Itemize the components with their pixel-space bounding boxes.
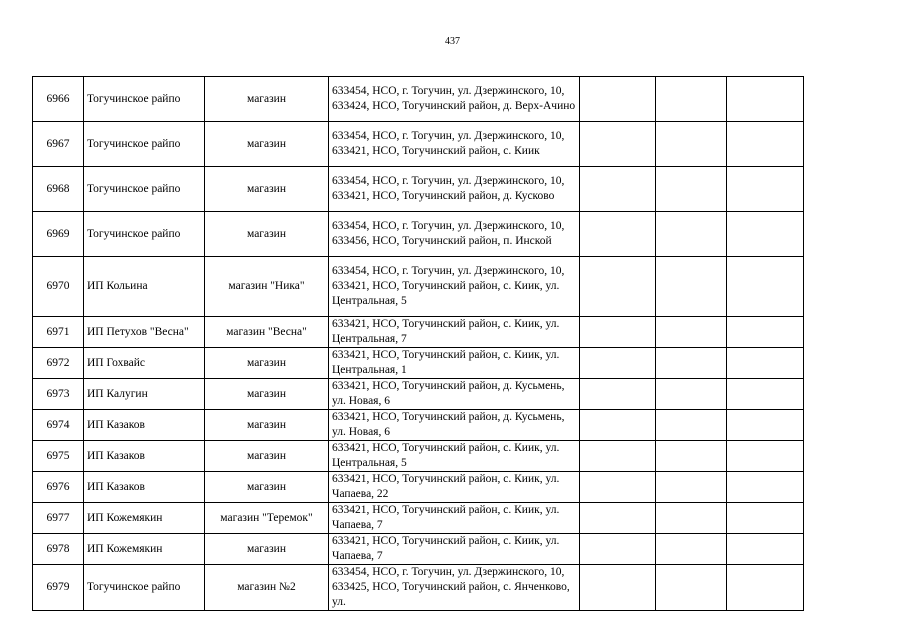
object-type: магазин "Весна" [205, 317, 329, 348]
object-type: магазин [205, 410, 329, 441]
table-row [33, 77, 804, 122]
address: 633421, НСО, Тогучинский район, с. Киик, ул. Центральная, 1 [329, 348, 580, 379]
empty-cell [580, 317, 656, 348]
table-row [33, 410, 804, 441]
owner-name: ИП Казаков [84, 472, 205, 503]
row-number: 6973 [33, 379, 84, 410]
table-row [33, 212, 804, 257]
address: 633454, НСО, г. Тогучин, ул. Дзержинского, 10, 633421, НСО, Тогучинский район, д. Кусково [329, 167, 580, 212]
address: 633421, НСО, Тогучинский район, д. Кусьмень, ул. Новая, 6 [329, 379, 580, 410]
row-number: 6974 [33, 410, 84, 441]
empty-cell [727, 317, 804, 348]
empty-cell [580, 534, 656, 565]
address: 633454, НСО, г. Тогучин, ул. Дзержинского, 10, 633424, НСО, Тогучинский район, д. Верх-Ачино [329, 77, 580, 122]
address: 633454, НСО, г. Тогучин, ул. Дзержинского, 10, 633456, НСО, Тогучинский район, п. Инской [329, 212, 580, 257]
table-row [33, 503, 804, 534]
empty-cell [727, 441, 804, 472]
page-number: 437 [445, 36, 460, 47]
empty-cell [580, 77, 656, 122]
empty-cell [580, 122, 656, 167]
empty-cell [580, 565, 656, 611]
table-row [33, 348, 804, 379]
object-type: магазин [205, 348, 329, 379]
row-number: 6977 [33, 503, 84, 534]
row-number: 6975 [33, 441, 84, 472]
owner-name: ИП Казаков [84, 441, 205, 472]
table-row [33, 534, 804, 565]
table-row [33, 167, 804, 212]
registry-table [32, 76, 804, 611]
empty-cell [580, 410, 656, 441]
address: 633421, НСО, Тогучинский район, с. Киик, ул. Центральная, 5 [329, 441, 580, 472]
owner-name: Тогучинское райпо [84, 212, 205, 257]
empty-cell [727, 472, 804, 503]
address: 633454, НСО, г. Тогучин, ул. Дзержинского, 10, 633425, НСО, Тогучинский район, с. Янченково, ул. [329, 565, 580, 611]
object-type: магазин [205, 534, 329, 565]
object-type: магазин [205, 472, 329, 503]
table-row [33, 317, 804, 348]
empty-cell [727, 379, 804, 410]
empty-cell [580, 472, 656, 503]
row-number: 6968 [33, 167, 84, 212]
owner-name: Тогучинское райпо [84, 122, 205, 167]
empty-cell [727, 122, 804, 167]
table-row [33, 257, 804, 317]
owner-name: Тогучинское райпо [84, 77, 205, 122]
address: 633421, НСО, Тогучинский район, с. Киик, ул. Центральная, 7 [329, 317, 580, 348]
address: 633421, НСО, Тогучинский район, с. Киик, ул. Чапаева, 22 [329, 472, 580, 503]
row-number: 6979 [33, 565, 84, 611]
empty-cell [727, 257, 804, 317]
empty-cell [656, 348, 727, 379]
empty-cell [656, 534, 727, 565]
empty-cell [580, 379, 656, 410]
empty-cell [656, 257, 727, 317]
row-number: 6969 [33, 212, 84, 257]
owner-name: Тогучинское райпо [84, 565, 205, 611]
row-number: 6972 [33, 348, 84, 379]
table-row [33, 122, 804, 167]
table-row [33, 565, 804, 611]
address: 633421, НСО, Тогучинский район, с. Киик, ул. Чапаева, 7 [329, 534, 580, 565]
empty-cell [656, 122, 727, 167]
empty-cell [656, 379, 727, 410]
owner-name: ИП Кольина [84, 257, 205, 317]
row-number: 6966 [33, 77, 84, 122]
empty-cell [656, 212, 727, 257]
empty-cell [656, 472, 727, 503]
object-type: магазин "Теремок" [205, 503, 329, 534]
owner-name: ИП Калугин [84, 379, 205, 410]
owner-name: ИП Кожемякин [84, 503, 205, 534]
owner-name: ИП Петухов "Весна" [84, 317, 205, 348]
empty-cell [656, 317, 727, 348]
object-type: магазин №2 [205, 565, 329, 611]
empty-cell [580, 257, 656, 317]
table-row [33, 472, 804, 503]
empty-cell [727, 167, 804, 212]
owner-name: Тогучинское райпо [84, 167, 205, 212]
address: 633421, НСО, Тогучинский район, д. Кусьмень, ул. Новая, 6 [329, 410, 580, 441]
empty-cell [727, 348, 804, 379]
address: 633421, НСО, Тогучинский район, с. Киик, ул. Чапаева, 7 [329, 503, 580, 534]
empty-cell [727, 410, 804, 441]
table-row [33, 441, 804, 472]
object-type: магазин [205, 379, 329, 410]
object-type: магазин [205, 212, 329, 257]
row-number: 6976 [33, 472, 84, 503]
object-type: магазин [205, 441, 329, 472]
row-number: 6970 [33, 257, 84, 317]
empty-cell [727, 534, 804, 565]
row-number: 6971 [33, 317, 84, 348]
empty-cell [727, 77, 804, 122]
empty-cell [727, 212, 804, 257]
empty-cell [580, 348, 656, 379]
empty-cell [727, 565, 804, 611]
owner-name: ИП Кожемякин [84, 534, 205, 565]
empty-cell [727, 503, 804, 534]
empty-cell [656, 410, 727, 441]
owner-name: ИП Казаков [84, 410, 205, 441]
empty-cell [656, 503, 727, 534]
empty-cell [656, 77, 727, 122]
table-row [33, 379, 804, 410]
address: 633454, НСО, г. Тогучин, ул. Дзержинского, 10, 633421, НСО, Тогучинский район, с. Киик [329, 122, 580, 167]
empty-cell [580, 167, 656, 212]
owner-name: ИП Гохвайс [84, 348, 205, 379]
object-type: магазин [205, 167, 329, 212]
object-type: магазин "Ника" [205, 257, 329, 317]
row-number: 6967 [33, 122, 84, 167]
object-type: магазин [205, 122, 329, 167]
address: 633454, НСО, г. Тогучин, ул. Дзержинского, 10, 633421, НСО, Тогучинский район, с. Киик, ул. Центральная, 5 [329, 257, 580, 317]
empty-cell [656, 441, 727, 472]
empty-cell [656, 565, 727, 611]
empty-cell [656, 167, 727, 212]
row-number: 6978 [33, 534, 84, 565]
empty-cell [580, 212, 656, 257]
empty-cell [580, 441, 656, 472]
empty-cell [580, 503, 656, 534]
object-type: магазин [205, 77, 329, 122]
